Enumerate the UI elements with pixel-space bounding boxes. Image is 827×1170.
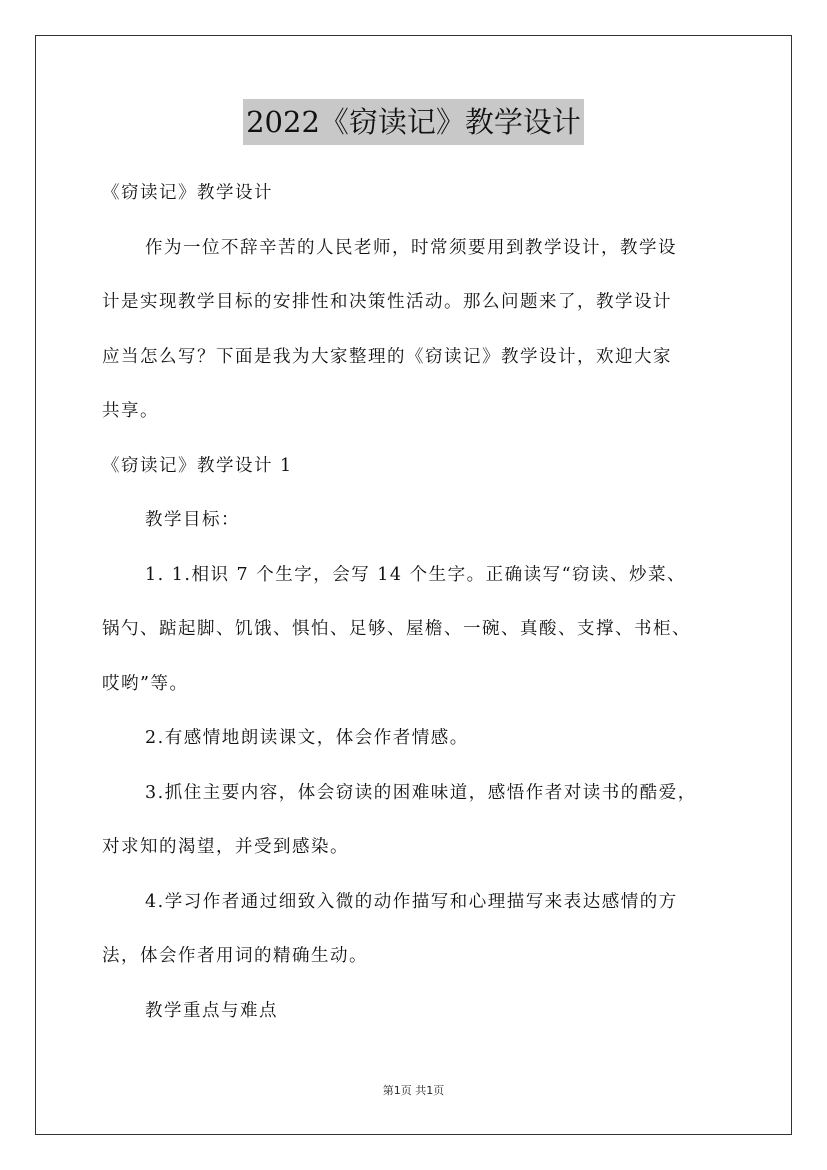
- paragraph-line: 共享。: [102, 401, 159, 421]
- section-heading: 《窃读记》教学设计 1: [102, 456, 293, 476]
- subheading: 教学目标：: [145, 510, 240, 530]
- list-item-line: 法，体会作者用词的精确生动。: [102, 946, 368, 966]
- list-item-line: 4.学习作者通过细致入微的动作描写和心理描写来表达感情的方: [145, 892, 678, 912]
- list-item-line: 3.抓住主要内容，体会窃读的困难味道，感悟作者对读书的酷爱，: [145, 783, 697, 803]
- list-item-line: 锅勺、踮起脚、饥饿、惧怕、足够、屋檐、一碗、真酸、支撑、书柜、: [102, 619, 691, 639]
- section-heading: 《窃读记》教学设计: [102, 183, 273, 203]
- paragraph-line: 作为一位不辞辛苦的人民老师，时常须要用到教学设计，教学设: [145, 238, 677, 258]
- paragraph-line: 应当怎么写？下面是我为大家整理的《窃读记》教学设计，欢迎大家: [102, 347, 672, 367]
- paragraph-line: 计是实现教学目标的安排性和决策性活动。那么问题来了，教学设计: [102, 292, 672, 312]
- subheading: 教学重点与难点: [145, 1001, 278, 1021]
- list-item-line: 哎哟”等。: [102, 674, 189, 694]
- document-title: 2022《窃读记》教学设计: [243, 99, 584, 145]
- list-item-line: 对求知的渴望，并受到感染。: [102, 837, 349, 857]
- list-item-line: 1. 1.相识 7 个生字，会写 14 个生字。正确读写“窃读、炒菜、: [145, 565, 687, 585]
- title-container: [0, 99, 827, 145]
- page-number: 第1页 共1页: [382, 1084, 445, 1097]
- list-item-line: 2.有感情地朗读课文，体会作者情感。: [145, 728, 469, 748]
